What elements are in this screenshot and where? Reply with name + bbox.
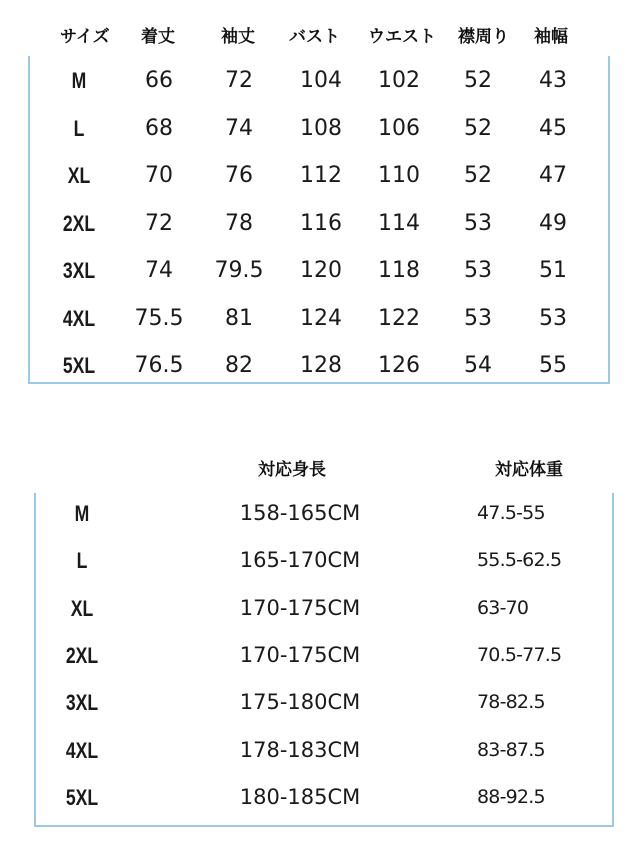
cell-sleeve-length: 79.5 <box>214 258 264 283</box>
cell-collar: 53 <box>464 305 492 331</box>
cell-bust: 128 <box>300 353 342 378</box>
cell-size: 5XL <box>65 784 99 810</box>
cell-length: 66 <box>145 68 173 93</box>
table-row <box>0 490 640 537</box>
header-length: 着丈 <box>141 27 175 47</box>
cell-weight: 63-70 <box>477 596 529 619</box>
table-row <box>0 152 640 200</box>
cell-sleeve-width: 51 <box>539 258 567 283</box>
cell-sleeve-length: 76 <box>225 163 253 188</box>
cell-weight: 55.5-62.5 <box>477 549 562 572</box>
cell-height: 180-185CM <box>239 784 361 809</box>
cell-sleeve-length: 72 <box>225 68 253 93</box>
cell-length: 76.5 <box>134 353 184 378</box>
cell-length: 72 <box>145 210 173 236</box>
cell-waist: 102 <box>378 68 420 93</box>
table-row <box>0 679 640 726</box>
cell-sleeve-width: 47 <box>539 163 567 188</box>
cell-size: M <box>74 501 90 526</box>
cell-bust: 108 <box>300 115 342 141</box>
fit-table-header <box>0 455 640 489</box>
cell-size: 2XL <box>62 210 96 236</box>
cell-size: L <box>76 548 88 574</box>
cell-waist: 106 <box>378 115 420 141</box>
cell-weight: 83-87.5 <box>477 738 545 761</box>
cell-sleeve-width: 49 <box>539 210 567 236</box>
cell-collar: 52 <box>464 163 492 188</box>
header-height: 対応身長 <box>258 460 326 480</box>
cell-weight: 78-82.5 <box>477 691 545 714</box>
cell-length: 74 <box>145 258 173 283</box>
cell-size: 4XL <box>62 305 96 331</box>
cell-waist: 126 <box>378 353 420 378</box>
cell-sleeve-length: 78 <box>225 210 253 236</box>
cell-size: 3XL <box>62 258 96 283</box>
table-row <box>0 585 640 632</box>
cell-size: 5XL <box>62 353 96 378</box>
header-sleeve-length: 袖丈 <box>221 27 255 47</box>
cell-size: L <box>73 115 85 141</box>
cell-sleeve-width: 45 <box>539 115 567 141</box>
cell-height: 170-175CM <box>239 595 361 620</box>
cell-length: 68 <box>145 115 173 141</box>
header-size: サイズ <box>60 27 110 47</box>
cell-bust: 124 <box>300 305 342 331</box>
cell-weight: 47.5-55 <box>477 502 545 524</box>
header-bust: バスト <box>289 27 340 47</box>
cell-size: 2XL <box>65 642 99 668</box>
cell-waist: 110 <box>378 163 420 188</box>
cell-height: 178-183CM <box>239 737 361 762</box>
cell-bust: 112 <box>300 163 342 188</box>
cell-sleeve-width: 55 <box>539 353 567 378</box>
cell-waist: 122 <box>378 305 420 331</box>
header-waist: ウエスト <box>368 27 436 47</box>
table-row <box>0 105 640 153</box>
cell-collar: 52 <box>464 115 492 141</box>
cell-bust: 104 <box>300 68 342 93</box>
cell-size: XL <box>70 595 94 621</box>
table-row <box>0 200 640 248</box>
table-row <box>0 727 640 774</box>
cell-bust: 120 <box>300 258 342 283</box>
cell-height: 170-175CM <box>239 642 361 667</box>
table-row <box>0 774 640 821</box>
cell-size: 4XL <box>65 737 99 763</box>
table-row <box>0 342 640 390</box>
table-row <box>0 57 640 105</box>
cell-collar: 53 <box>464 258 492 283</box>
cell-length: 70 <box>145 163 173 188</box>
table-row <box>0 632 640 679</box>
cell-height: 165-170CM <box>239 548 361 573</box>
header-weight: 対応体重 <box>495 460 563 480</box>
size-table-header <box>0 22 640 56</box>
table-row <box>0 537 640 584</box>
table-row <box>0 295 640 343</box>
cell-length: 75.5 <box>134 305 184 331</box>
table-row <box>0 247 640 295</box>
cell-height: 175-180CM <box>239 690 361 715</box>
cell-collar: 52 <box>464 68 492 93</box>
cell-weight: 88-92.5 <box>477 785 545 808</box>
cell-size: XL <box>67 163 91 188</box>
cell-size: M <box>71 68 87 93</box>
cell-bust: 116 <box>300 210 342 236</box>
cell-sleeve-length: 81 <box>225 305 253 331</box>
cell-waist: 114 <box>378 210 420 236</box>
cell-height: 158-165CM <box>239 501 361 525</box>
cell-weight: 70.5-77.5 <box>477 643 562 666</box>
header-collar: 襟周り <box>458 27 509 47</box>
cell-sleeve-width: 53 <box>539 305 567 331</box>
cell-size: 3XL <box>65 690 99 716</box>
header-sleeve-width: 袖幅 <box>534 27 568 47</box>
cell-collar: 53 <box>464 210 492 236</box>
cell-sleeve-length: 74 <box>225 115 253 141</box>
cell-waist: 118 <box>378 258 420 283</box>
cell-sleeve-length: 82 <box>225 353 253 378</box>
cell-sleeve-width: 43 <box>539 68 567 93</box>
cell-collar: 54 <box>464 353 492 378</box>
